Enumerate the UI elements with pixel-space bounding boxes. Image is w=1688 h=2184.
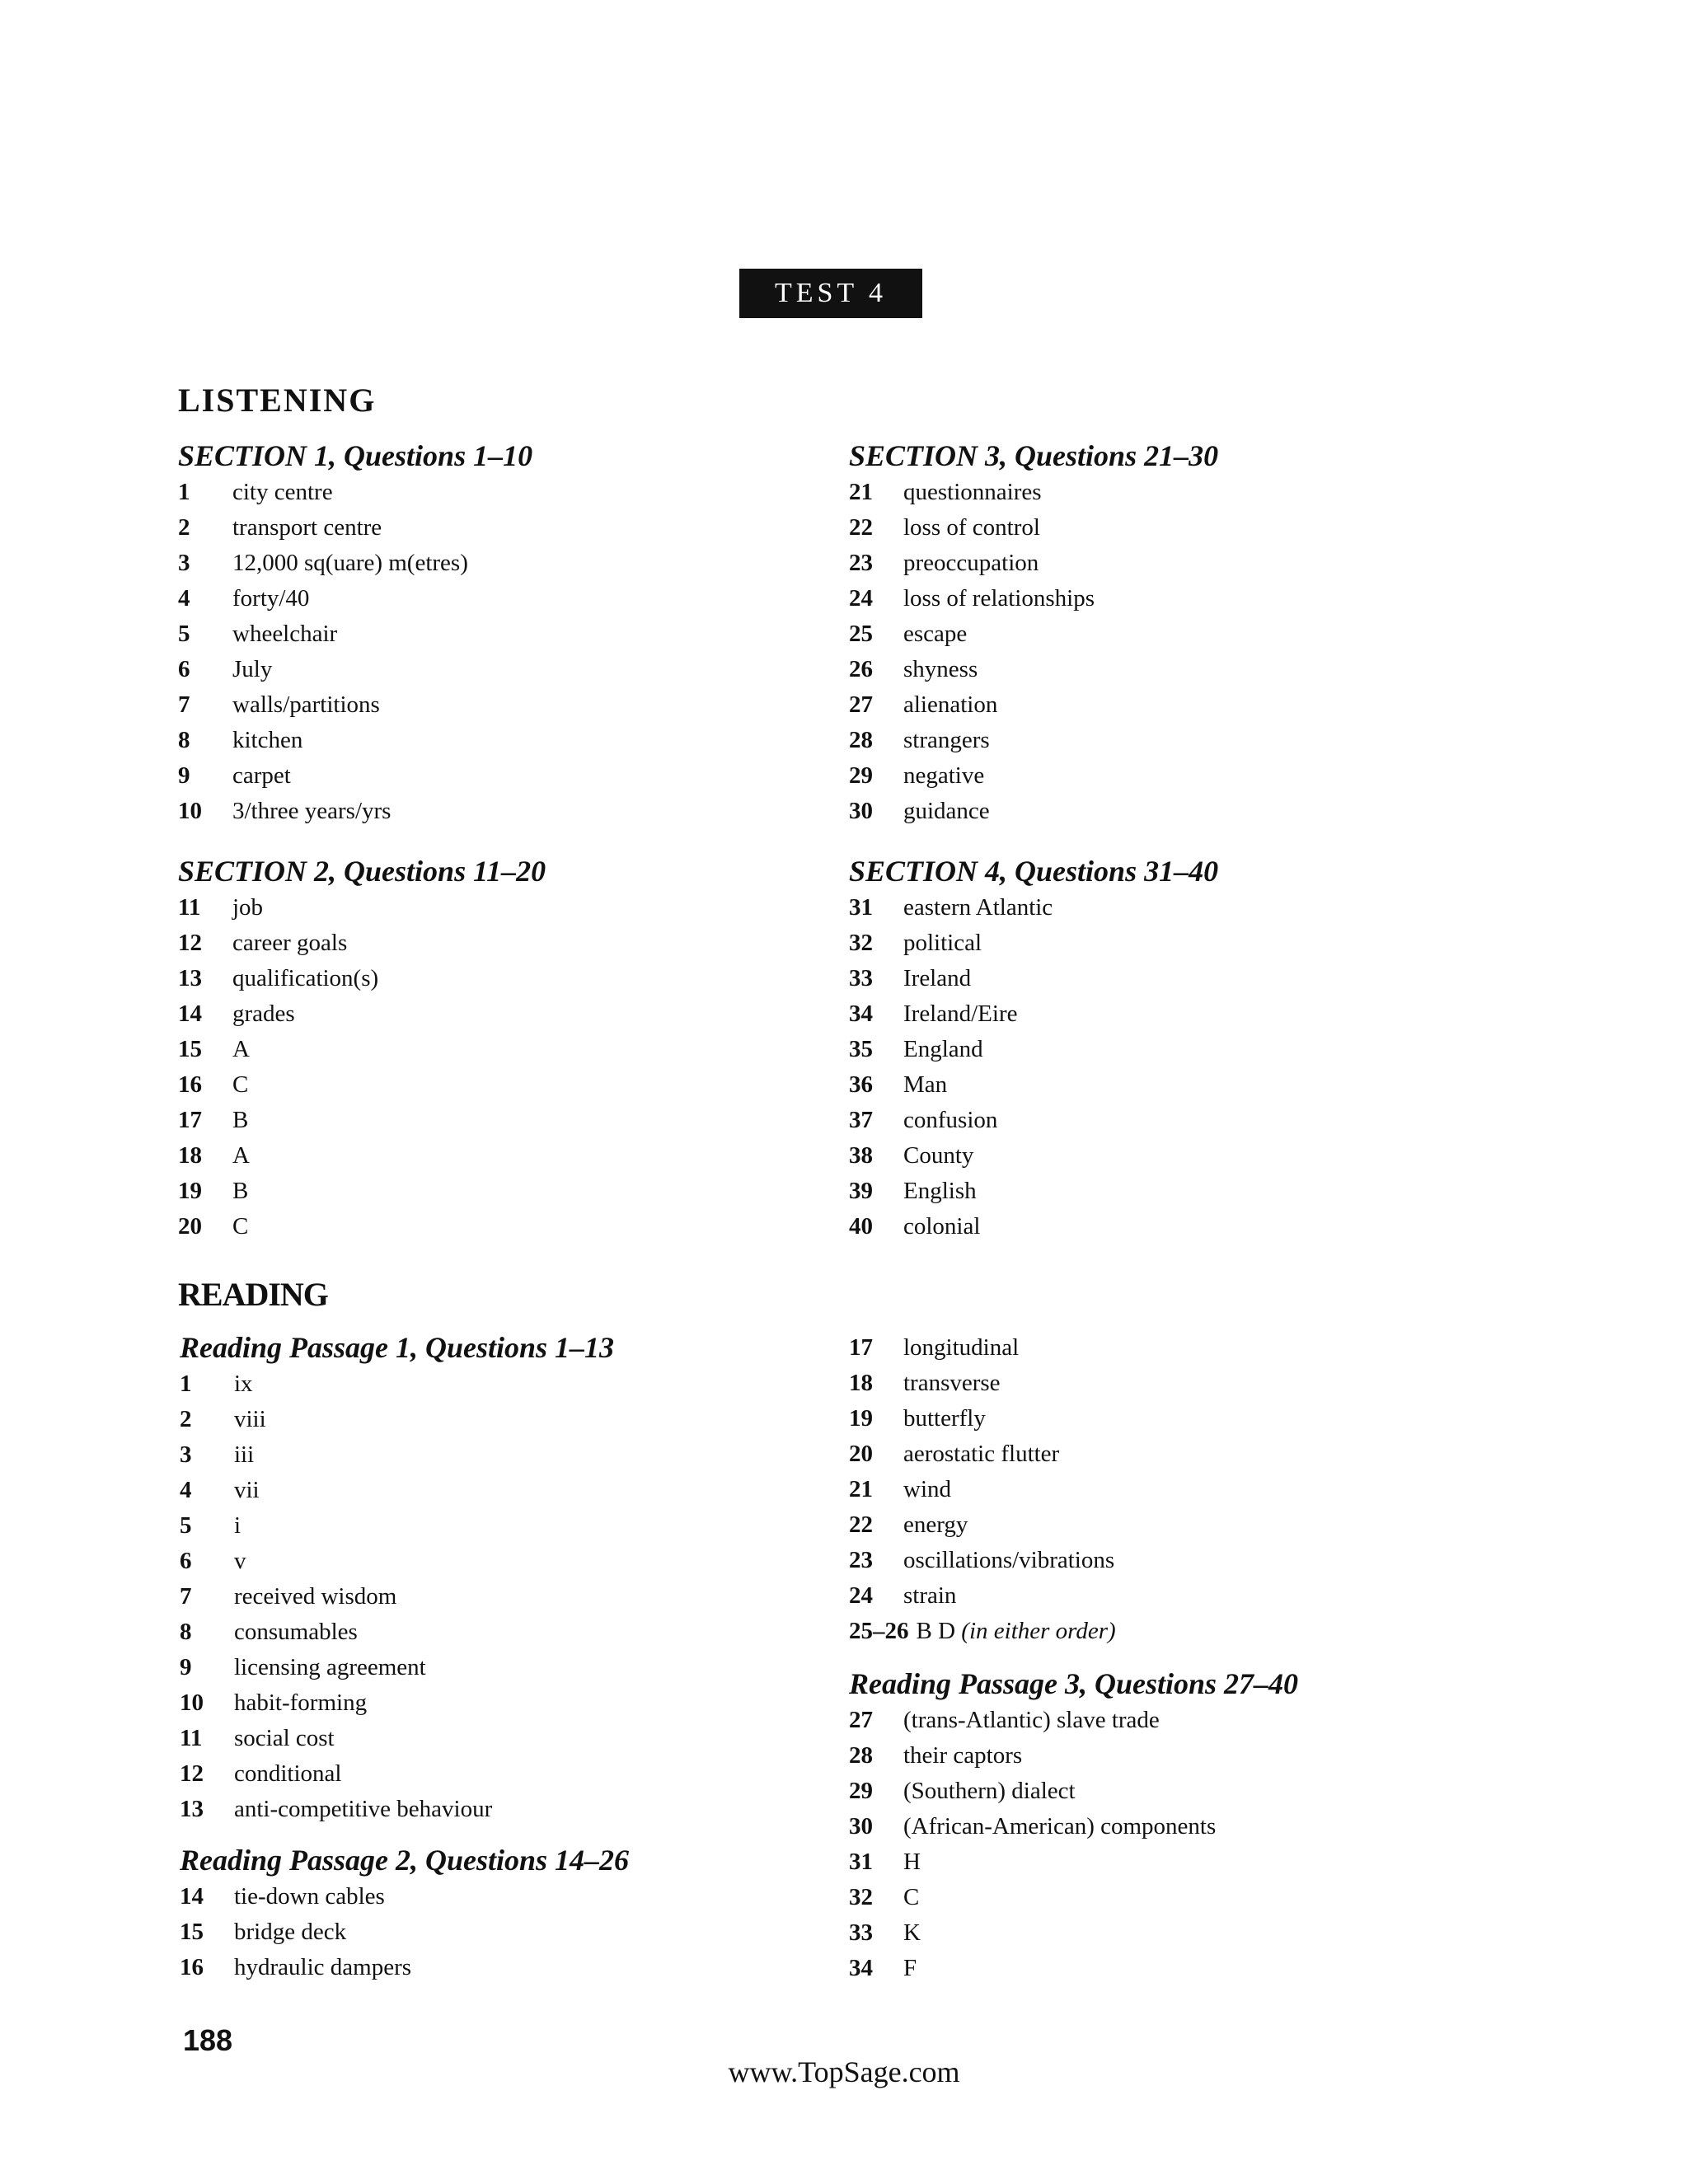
answer-number: 28 bbox=[849, 727, 873, 753]
reading-heading: READING bbox=[178, 1276, 328, 1313]
list-item bbox=[849, 1138, 1218, 1174]
answer-list bbox=[849, 1330, 1116, 1614]
answer-text: i bbox=[234, 1512, 241, 1539]
answer-text: their captors bbox=[903, 1742, 1023, 1769]
answer-number: 24 bbox=[849, 585, 873, 612]
answer-number: 1 bbox=[178, 479, 190, 505]
list-item bbox=[180, 1915, 629, 1950]
answer-text: ix bbox=[234, 1371, 253, 1397]
list-item bbox=[180, 1650, 614, 1685]
answer-number: 38 bbox=[849, 1142, 873, 1169]
answer-number: 14 bbox=[180, 1883, 204, 1910]
list-item bbox=[180, 1579, 614, 1615]
answer-text: political bbox=[903, 930, 982, 956]
answer-list bbox=[178, 475, 532, 829]
list-item bbox=[178, 926, 546, 961]
answer-list bbox=[849, 1703, 1298, 1986]
answer-text: butterfly bbox=[903, 1405, 986, 1432]
list-item bbox=[178, 1032, 546, 1067]
answer-number: 18 bbox=[178, 1142, 202, 1169]
answer-number: 22 bbox=[849, 514, 873, 541]
answer-number: 35 bbox=[849, 1036, 873, 1062]
answer-text: walls/partitions bbox=[232, 691, 380, 718]
answer-number: 32 bbox=[849, 930, 873, 956]
answer-number: 34 bbox=[849, 1955, 873, 1981]
answer-text: iii bbox=[234, 1441, 255, 1468]
answer-number: 21 bbox=[849, 479, 873, 505]
answer-text: Man bbox=[903, 1071, 948, 1098]
answer-number: 12 bbox=[178, 930, 202, 956]
list-item bbox=[178, 652, 532, 687]
answer-number: 15 bbox=[178, 1036, 202, 1062]
answer-text: English bbox=[903, 1178, 977, 1204]
answer-number: 12 bbox=[180, 1760, 204, 1787]
answer-number: 6 bbox=[180, 1548, 192, 1574]
test-label: TEST 4 bbox=[739, 269, 922, 318]
answer-list bbox=[849, 475, 1218, 829]
answer-number: 3 bbox=[180, 1441, 192, 1468]
answer-text: hydraulic dampers bbox=[234, 1954, 412, 1980]
answer-number: 25 bbox=[849, 621, 873, 647]
list-item bbox=[178, 475, 532, 510]
list-item bbox=[849, 546, 1218, 581]
answer-text: confusion bbox=[903, 1107, 998, 1133]
answer-text: K bbox=[903, 1919, 921, 1946]
answer-number: 22 bbox=[849, 1511, 873, 1538]
reading-passage-1 bbox=[180, 1330, 614, 1827]
answer-number: 17 bbox=[849, 1334, 873, 1361]
answer-text: qualification(s) bbox=[232, 965, 379, 991]
answer-text: grades bbox=[232, 1001, 295, 1027]
list-item bbox=[180, 1879, 629, 1915]
answer-text: tie-down cables bbox=[234, 1883, 385, 1910]
answer-text: vii bbox=[234, 1477, 260, 1503]
answer-number: 4 bbox=[180, 1477, 192, 1503]
answer-text: A bbox=[232, 1036, 250, 1062]
answer-number: 32 bbox=[849, 1884, 873, 1910]
answer-text: C bbox=[232, 1213, 249, 1240]
listening-section-3 bbox=[849, 438, 1218, 829]
list-item bbox=[849, 723, 1218, 758]
answer-note: (in either order) bbox=[961, 1618, 1116, 1644]
list-item bbox=[849, 961, 1218, 996]
answer-text: wheelchair bbox=[232, 621, 338, 647]
list-item bbox=[849, 1951, 1298, 1986]
answer-number: 9 bbox=[180, 1654, 192, 1680]
list-item bbox=[178, 510, 532, 546]
list-item bbox=[849, 1844, 1298, 1880]
answer-text: B bbox=[232, 1107, 249, 1133]
list-item bbox=[849, 1366, 1116, 1401]
answer-number: 16 bbox=[178, 1071, 202, 1098]
list-item bbox=[180, 1792, 614, 1827]
answer-number: 27 bbox=[849, 691, 873, 718]
answer-number: 24 bbox=[849, 1582, 873, 1609]
list-item bbox=[849, 1507, 1116, 1543]
list-item bbox=[849, 1032, 1218, 1067]
answer-text: (trans-Atlantic) slave trade bbox=[903, 1707, 1160, 1733]
answer-text: H bbox=[903, 1849, 921, 1875]
list-item bbox=[180, 1721, 614, 1756]
answer-number: 30 bbox=[849, 1813, 873, 1840]
answer-number: 19 bbox=[178, 1178, 202, 1204]
answer-text: preoccupation bbox=[903, 550, 1039, 576]
answer-list bbox=[180, 1879, 629, 1985]
answer-text: kitchen bbox=[232, 727, 303, 753]
section-title: Reading Passage 2, Questions 14–26 bbox=[180, 1844, 630, 1877]
answer-text: loss of control bbox=[903, 514, 1040, 541]
answer-text: loss of relationships bbox=[903, 585, 1095, 612]
answer-number: 31 bbox=[849, 894, 873, 921]
answer-number: 29 bbox=[849, 762, 873, 789]
list-item bbox=[849, 1703, 1298, 1738]
listening-heading: LISTENING bbox=[178, 382, 377, 419]
list-item bbox=[180, 1473, 614, 1508]
answer-number: 10 bbox=[178, 798, 202, 824]
answer-text: conditional bbox=[234, 1760, 342, 1787]
list-item bbox=[178, 758, 532, 794]
answer-number: 9 bbox=[178, 762, 190, 789]
list-item bbox=[849, 581, 1218, 616]
list-item bbox=[178, 794, 532, 829]
answer-text: England bbox=[903, 1036, 983, 1062]
answer-text: (African-American) components bbox=[903, 1813, 1217, 1840]
answer-number: 37 bbox=[849, 1107, 873, 1133]
list-item bbox=[849, 1174, 1218, 1209]
answer-number: 36 bbox=[849, 1071, 873, 1098]
answer-number: 8 bbox=[178, 727, 190, 753]
answer-number: 40 bbox=[849, 1213, 873, 1240]
list-item bbox=[178, 581, 532, 616]
answer-number: 11 bbox=[180, 1725, 203, 1751]
answer-number: 5 bbox=[178, 621, 190, 647]
list-item bbox=[178, 1138, 546, 1174]
answer-text: alienation bbox=[903, 691, 998, 718]
answer-text: career goals bbox=[232, 930, 348, 956]
answer-number: 25–26 bbox=[849, 1618, 909, 1644]
list-item bbox=[178, 890, 546, 926]
answer-number: 10 bbox=[180, 1690, 204, 1716]
answer-text: job bbox=[232, 894, 264, 921]
section-title: SECTION 4, Questions 31–40 bbox=[849, 855, 1219, 888]
section-title: SECTION 2, Questions 11–20 bbox=[178, 855, 546, 888]
answer-number: 21 bbox=[849, 1476, 873, 1502]
list-item bbox=[849, 794, 1218, 829]
answer-text: 12,000 sq(uare) m(etres) bbox=[232, 550, 468, 576]
answer-text: A bbox=[232, 1142, 250, 1169]
answer-number: 26 bbox=[849, 656, 873, 682]
answer-text: B D bbox=[916, 1618, 956, 1644]
answer-text: wind bbox=[903, 1476, 951, 1502]
list-item bbox=[849, 1880, 1298, 1915]
answer-text: negative bbox=[903, 762, 985, 789]
answer-list bbox=[849, 890, 1218, 1244]
list-item bbox=[849, 1809, 1298, 1844]
section-title: SECTION 3, Questions 21–30 bbox=[849, 439, 1219, 472]
answer-number: 39 bbox=[849, 1178, 873, 1204]
page-number: 188 bbox=[183, 2023, 233, 2057]
answer-number: 33 bbox=[849, 1919, 873, 1946]
list-item bbox=[178, 1103, 546, 1138]
answer-number: 13 bbox=[178, 965, 202, 991]
answer-text: v bbox=[234, 1548, 246, 1574]
answer-text: longitudinal bbox=[903, 1334, 1020, 1361]
list-item bbox=[849, 1209, 1218, 1244]
list-item bbox=[178, 1174, 546, 1209]
answer-number: 29 bbox=[849, 1778, 873, 1804]
answer-number: 19 bbox=[849, 1405, 873, 1432]
answer-text: licensing agreement bbox=[234, 1654, 426, 1680]
answer-text: consumables bbox=[234, 1619, 358, 1645]
list-item bbox=[180, 1437, 614, 1473]
list-item bbox=[849, 475, 1218, 510]
list-item bbox=[849, 1330, 1116, 1366]
list-item bbox=[849, 510, 1218, 546]
list-item bbox=[849, 1774, 1298, 1809]
listening-section-2 bbox=[178, 854, 546, 1244]
answer-text: energy bbox=[903, 1511, 968, 1538]
answer-text: (Southern) dialect bbox=[903, 1778, 1076, 1804]
answer-number: 4 bbox=[178, 585, 190, 612]
answer-text: escape bbox=[903, 621, 968, 647]
answer-number: 20 bbox=[849, 1441, 873, 1467]
answer-number: 18 bbox=[849, 1370, 873, 1396]
answer-number: 5 bbox=[180, 1512, 192, 1539]
list-item bbox=[849, 1915, 1298, 1951]
answer-number: 28 bbox=[849, 1742, 873, 1769]
answer-text: habit-forming bbox=[234, 1690, 368, 1716]
answer-text: strangers bbox=[903, 727, 990, 753]
footer-url: www.TopSage.com bbox=[728, 2055, 960, 2088]
answer-number: 31 bbox=[849, 1849, 873, 1875]
list-item bbox=[178, 961, 546, 996]
list-item bbox=[178, 1209, 546, 1244]
answer-text: County bbox=[903, 1142, 974, 1169]
answer-text: strain bbox=[903, 1582, 957, 1609]
list-item bbox=[849, 1067, 1218, 1103]
answer-number: 27 bbox=[849, 1707, 873, 1733]
list-item bbox=[849, 687, 1218, 723]
answer-text: questionnaires bbox=[903, 479, 1042, 505]
answer-text: carpet bbox=[232, 762, 291, 789]
list-item bbox=[180, 1685, 614, 1721]
answer-text: Ireland bbox=[903, 965, 972, 991]
answer-text: guidance bbox=[903, 798, 990, 824]
list-item bbox=[178, 1067, 546, 1103]
list-item bbox=[178, 687, 532, 723]
list-item bbox=[849, 890, 1218, 926]
answer-text: eastern Atlantic bbox=[903, 894, 1053, 921]
answer-text: forty/40 bbox=[232, 585, 310, 612]
answer-list-final bbox=[849, 1614, 1116, 1649]
answer-number: 23 bbox=[849, 1547, 873, 1573]
answer-number: 2 bbox=[180, 1406, 192, 1432]
answer-text: C bbox=[232, 1071, 249, 1098]
list-item bbox=[180, 1544, 614, 1579]
list-item bbox=[849, 758, 1218, 794]
answer-list bbox=[178, 890, 546, 1244]
list-item bbox=[849, 1543, 1116, 1578]
answer-number: 8 bbox=[180, 1619, 192, 1645]
answer-number: 34 bbox=[849, 1001, 873, 1027]
answer-number: 3 bbox=[178, 550, 190, 576]
answer-number: 7 bbox=[180, 1583, 192, 1610]
answer-number: 13 bbox=[180, 1796, 204, 1822]
list-item bbox=[849, 1401, 1116, 1436]
answer-text: oscillations/vibrations bbox=[903, 1547, 1115, 1573]
list-item bbox=[849, 652, 1218, 687]
answer-number: 11 bbox=[178, 894, 201, 921]
answer-number: 2 bbox=[178, 514, 190, 541]
answer-number: 17 bbox=[178, 1107, 202, 1133]
list-item bbox=[849, 996, 1218, 1032]
list-item bbox=[849, 1578, 1116, 1614]
listening-section-4 bbox=[849, 854, 1218, 1244]
list-item bbox=[180, 1366, 614, 1402]
answer-text: viii bbox=[234, 1406, 266, 1432]
section-title: SECTION 1, Questions 1–10 bbox=[178, 439, 533, 472]
answer-number: 1 bbox=[180, 1371, 192, 1397]
answer-number: 16 bbox=[180, 1954, 204, 1980]
answer-text: received wisdom bbox=[234, 1583, 397, 1610]
answer-number: 23 bbox=[849, 550, 873, 576]
answer-number: 33 bbox=[849, 965, 873, 991]
answer-text: shyness bbox=[903, 656, 978, 682]
answer-text: Ireland/Eire bbox=[903, 1001, 1018, 1027]
answer-number: 7 bbox=[178, 691, 190, 718]
list-item bbox=[178, 546, 532, 581]
list-item bbox=[849, 1103, 1218, 1138]
answer-text: transverse bbox=[903, 1370, 1001, 1396]
answer-list bbox=[180, 1366, 614, 1827]
answer-text: July bbox=[232, 656, 273, 682]
answer-number: 20 bbox=[178, 1213, 202, 1240]
list-item bbox=[178, 723, 532, 758]
reading-passage-2-continued bbox=[849, 1330, 1116, 1649]
answer-number: 15 bbox=[180, 1919, 204, 1945]
answer-text: anti-competitive behaviour bbox=[234, 1796, 493, 1822]
answer-text: B bbox=[232, 1178, 249, 1204]
list-item bbox=[180, 1756, 614, 1792]
answer-number: 6 bbox=[178, 656, 190, 682]
list-item bbox=[849, 616, 1218, 652]
list-item bbox=[849, 1614, 1116, 1649]
answer-text: C bbox=[903, 1884, 920, 1910]
answer-number: 30 bbox=[849, 798, 873, 824]
listening-section-1 bbox=[178, 438, 532, 829]
list-item bbox=[178, 616, 532, 652]
answer-text: aerostatic flutter bbox=[903, 1441, 1060, 1467]
answer-text: colonial bbox=[903, 1213, 981, 1240]
answer-text: 3/three years/yrs bbox=[232, 798, 392, 824]
answer-text: F bbox=[903, 1955, 917, 1981]
list-item bbox=[180, 1950, 629, 1985]
answer-number: 14 bbox=[178, 1001, 202, 1027]
section-title: Reading Passage 1, Questions 1–13 bbox=[180, 1331, 615, 1364]
section-title: Reading Passage 3, Questions 27–40 bbox=[849, 1667, 1299, 1700]
list-item bbox=[849, 1472, 1116, 1507]
list-item bbox=[849, 1738, 1298, 1774]
list-item bbox=[849, 926, 1218, 961]
list-item bbox=[180, 1508, 614, 1544]
list-item bbox=[180, 1615, 614, 1650]
reading-passage-2 bbox=[180, 1843, 629, 1985]
list-item bbox=[180, 1402, 614, 1437]
answer-text: bridge deck bbox=[234, 1919, 347, 1945]
list-item bbox=[178, 996, 546, 1032]
answer-text: social cost bbox=[234, 1725, 335, 1751]
list-item bbox=[849, 1436, 1116, 1472]
answer-text: city centre bbox=[232, 479, 333, 505]
answer-text: transport centre bbox=[232, 514, 382, 541]
reading-passage-3 bbox=[849, 1666, 1298, 1986]
